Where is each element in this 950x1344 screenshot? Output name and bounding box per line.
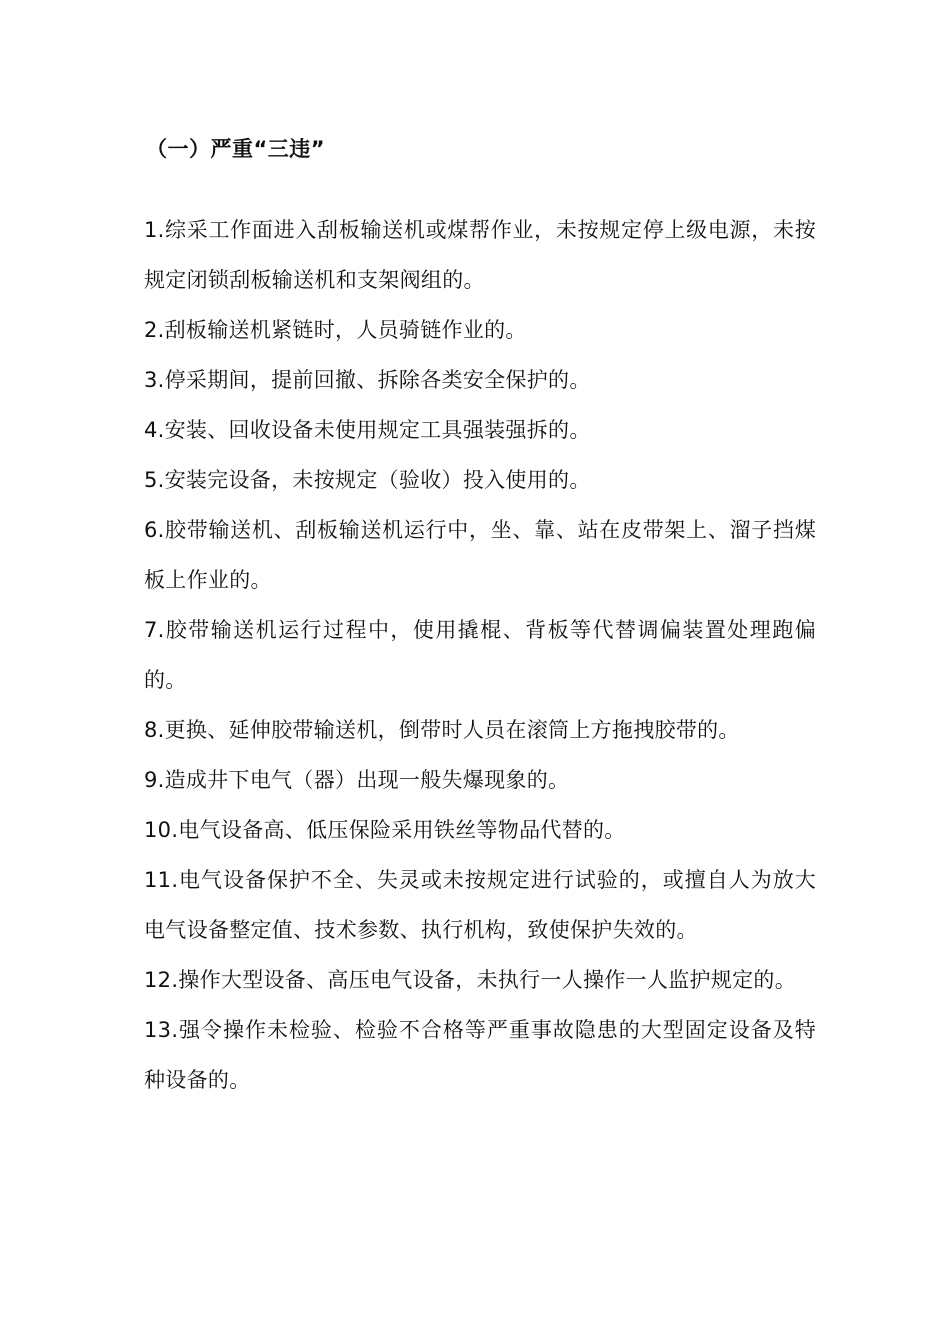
list-item: 13.强令操作未检验、检验不合格等严重事故隐患的大型固定设备及特种设备的。 xyxy=(144,1018,816,1092)
list-item: 5.安装完设备，未按规定（验收）投入使用的。 xyxy=(144,468,591,492)
list-item: 8.更换、延伸胶带输送机，倒带时人员在滚筒上方拖拽胶带的。 xyxy=(144,718,740,742)
list-item: 11.电气设备保护不全、失灵或未按规定进行试验的，或擅自人为放大电气设备整定值、技术参数、执行机构，致使保护失效的。 xyxy=(144,868,816,942)
list-item: 6.胶带输送机、刮板输送机运行中，坐、靠、站在皮带架上、溜子挡煤板上作业的。 xyxy=(144,518,816,592)
section-heading: （一）严重“三违” xyxy=(146,137,326,161)
list-item: 1.综采工作面进入刮板输送机或煤帮作业，未按规定停上级电源，未按规定闭锁刮板输送机和支架阀组的。 xyxy=(144,218,816,292)
list-item: 3.停采期间，提前回撤、拆除各类安全保护的。 xyxy=(144,368,591,392)
list-item: 9.造成井下电气（器）出现一般失爆现象的。 xyxy=(144,768,570,792)
list-item: 10.电气设备高、低压保险采用铁丝等物品代替的。 xyxy=(144,818,626,842)
list-item: 4.安装、回收设备未使用规定工具强装强拆的。 xyxy=(144,418,591,442)
violation-list xyxy=(144,205,816,1105)
list-item: 7.胶带输送机运行过程中，使用撬棍、背板等代替调偏装置处理跑偏的。 xyxy=(144,618,816,692)
list-item: 2.刮板输送机紧链时，人员骑链作业的。 xyxy=(144,318,527,342)
list-item: 12.操作大型设备、高压电气设备，未执行一人操作一人监护规定的。 xyxy=(144,968,796,992)
